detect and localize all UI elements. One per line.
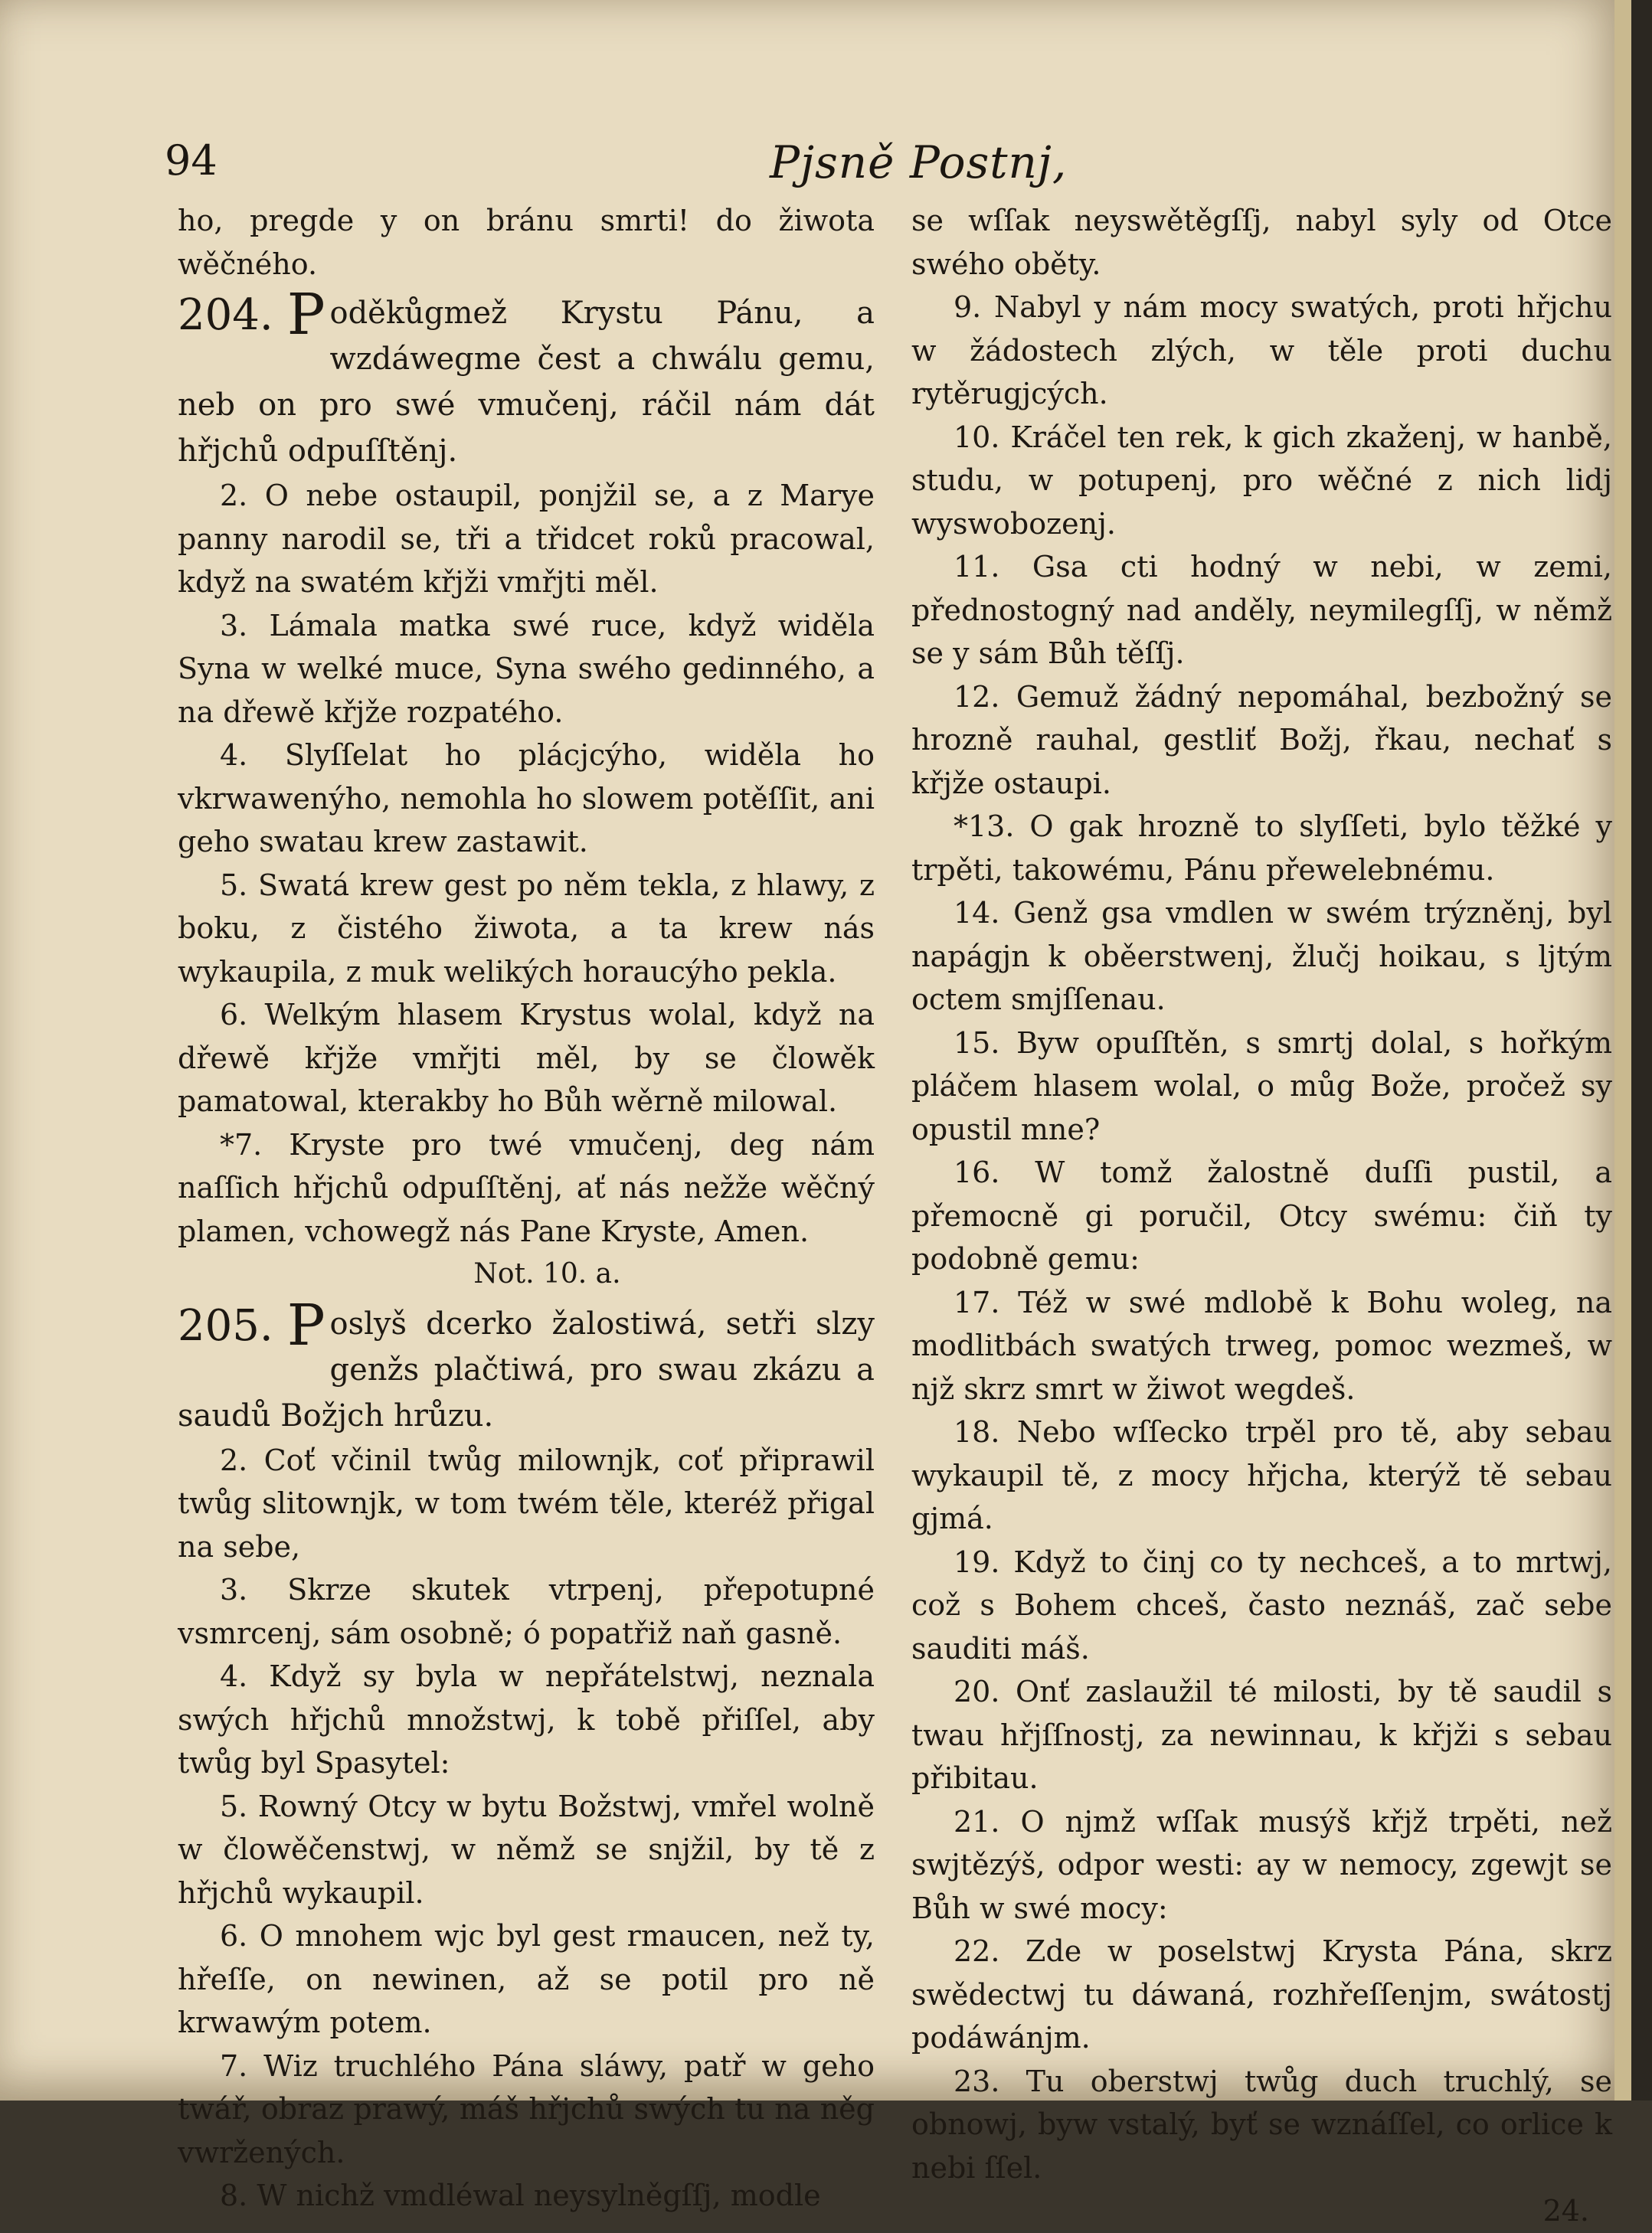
page-header [165,136,1601,198]
hymn-first-stanza: oděkůgmež Krystu Pánu, a wzdáwegme čest a chwálu gemu, neb on pro swé vmučenj, ráčil nám dát hřjchů odpuſſtěnj. [178,296,875,469]
running-title: Pjsně Postnj, [770,136,1068,188]
stanza: 23. Tu oberstwj twůg duch truchlý, se obnowj, byw vstalý, byť se wznáſſel, co orlice k nebi ſſel. [911,2064,1612,2185]
hymn-first-stanza: oslyš dcerko žalostiwá, setři slzy genžs plačtiwá, pro swau zkázu a saudů Božjch hrůzu. [178,1306,875,1434]
stanza: 12. Gemuž žádný nepomáhal, bezbožný se hrozně rauhal, gestliť Božj, řkau, nechať s křjže ostaupi. [911,679,1612,800]
stanza: 11. Gsa cti hodný w nebi, w zemi, přednostogný nad anděly, neymilegſſj, w němž se y sám Bůh těſſj. [911,550,1612,670]
stanza: 6. Welkým hlasem Krystus wolal, když na dřewě křjže vmřjti měl, by se člowěk pamatowal, kterakby ho Bůh wěrně milowal. [178,998,875,1118]
stanza: 14. Genž gsa vmdlen w swém trýzněnj, byl napágjn k oběerstwenj, žlučj hoikau, s ljtým octem smjſſenau. [911,896,1612,1016]
next-page-edge [1614,0,1631,2101]
stanza: 9. Nabyl y nám mocy swatých, proti hřjchu w žádostech zlých, w těle proti duchu rytěrugjcých. [911,290,1612,410]
stanza: 20. Onť zaslaužil té milosti, by tě saudil s twau hřjſſnostj, za newinnau, k křjži s sebau přibitau. [911,1675,1612,1795]
right-column [911,199,1612,2233]
book-gutter [1631,0,1652,2101]
stanza: 3. Skrze skutek vtrpenj, přepotupné vsmrcenj, sám osobně; ó popatřiž naň gasně. [178,1573,875,1650]
left-column [178,199,875,2218]
stanza: 7. Wiz truchlého Pána sláwy, patř w geho twář, obraz prawý, máš hřjchů swých tu na něg vwržených. [178,2048,875,2169]
page-number: 94 [165,136,218,185]
stanza: *13. O gak hrozně to slyſſeti, bylo těžké y trpěti, takowému, Pánu přewelebnému. [911,809,1612,887]
drop-initial: P [286,1292,325,1358]
stanza: 19. Když to činj co ty nechceš, a to mrtwj, což s Bohem chceš, často neznáš, zač sebe sauditi máš. [911,1545,1612,1666]
hymn-number: 204. [178,290,273,340]
stanza: 16. W tomž žalostně duſſi pustil, a přemocně gi poručil, Otcy swému: čiň ty podobně gemu: [911,1156,1612,1276]
stanza: 22. Zde w poselstwj Krysta Pána, skrz swědectwj tu dáwaná, rozhřeſſenjm, swátostj podáwánjm. [911,1934,1612,2055]
left-continuation: ho, pregde y on bránu smrti! do žiwota wěčného. [178,204,875,281]
stanza: 4. Slyſſelat ho plácjcýho, widěla ho vkrwawenýho, nemohla ho slowem potěſſit, ani geho swatau krew zastawit. [178,738,875,858]
hymn-205 [178,1292,875,2218]
hymn-number: 205. [178,1300,273,1351]
stanza: 6. O mnohem wjc byl gest rmaucen, než ty, hřeſſe, on newinen, až se potil pro ně krwawým potem. [178,1919,875,2039]
stanza: 8. W nichž vmdléwal neysylněgſſj, modle [220,2179,821,2212]
stanza: 5. Swatá krew gest po něm tekla, z hlawy, z boku, z čistého žiwota, a ta krew nás wykaupila, z muk welikých horaucýho pekla. [178,868,875,989]
right-continuation: se wſſak neyswětěgſſj, nabyl syly od Otce swého oběty. [911,204,1612,281]
stanza: 5. Rowný Otcy w bytu Božstwj, vmřel wolně w člowěčenstwj, w němž se snjžil, by tě z hřjchů wykaupil. [178,1789,875,1910]
drop-initial: P [286,282,325,348]
stanza: 10. Kráčel ten rek, k gich zkaženj, w hanbě, studu, w potupenj, pro wěčné z nich lidj wyswobozenj. [911,420,1612,541]
stanza: 15. Byw opuſſtěn, s smrtj dolal, s hořkým pláčem hlasem wolal, o můg Bože, pročež sy opustil mne? [911,1025,1612,1146]
stanza: 2. Coť včinil twůg milownjk, coť připrawil twůg slitownjk, w tom twém těle, kteréž přigal na sebe, [178,1443,875,1564]
stanza: 2. O nebe ostaupil, ponjžil se, a z Marye panny narodil se, tři a třidcet roků pracowal, když na swatém křjži vmřjti měl. [178,479,875,599]
stanza: *7. Kryste pro twé vmučenj, deg nám naſſich hřjchů odpuſſtěnj, ať nás nežže wěčný plamen, vchowegž nás Pane Kryste, Amen. [178,1127,875,1248]
stanza: 4. Když sy byla w nepřátelstwj, neznala swých hřjchů množstwj, k tobě přiſſel, aby twůg byl Spasytel: [178,1659,875,1780]
hymn-204 [178,282,875,1253]
stanza: 21. O njmž wſſak musýš křjž trpěti, než swjtězýš, odpor westi: ay w nemocy, zgewjt se Bůh w swé mocy: [911,1804,1612,1925]
stanza: 18. Nebo wſſecko trpěl pro tě, aby sebau wykaupil tě, z mocy hřjcha, kterýž tě sebau gjmá. [911,1415,1612,1535]
tune-reference: Not. 10. a. [473,1258,621,1290]
stanza: 3. Lámala matka swé ruce, když widěla Syna w welké muce, Syna swého gedinného, a na dřewě křjže rozpatého. [178,608,875,729]
stanza: 17. Též w swé mdlobě k Bohu woleg, na modlitbách swatých trweg, pomoc wezmeš, w njž skrz smrt w žiwot wegdeš. [911,1285,1612,1406]
catchword: 24. [1542,2194,1589,2228]
